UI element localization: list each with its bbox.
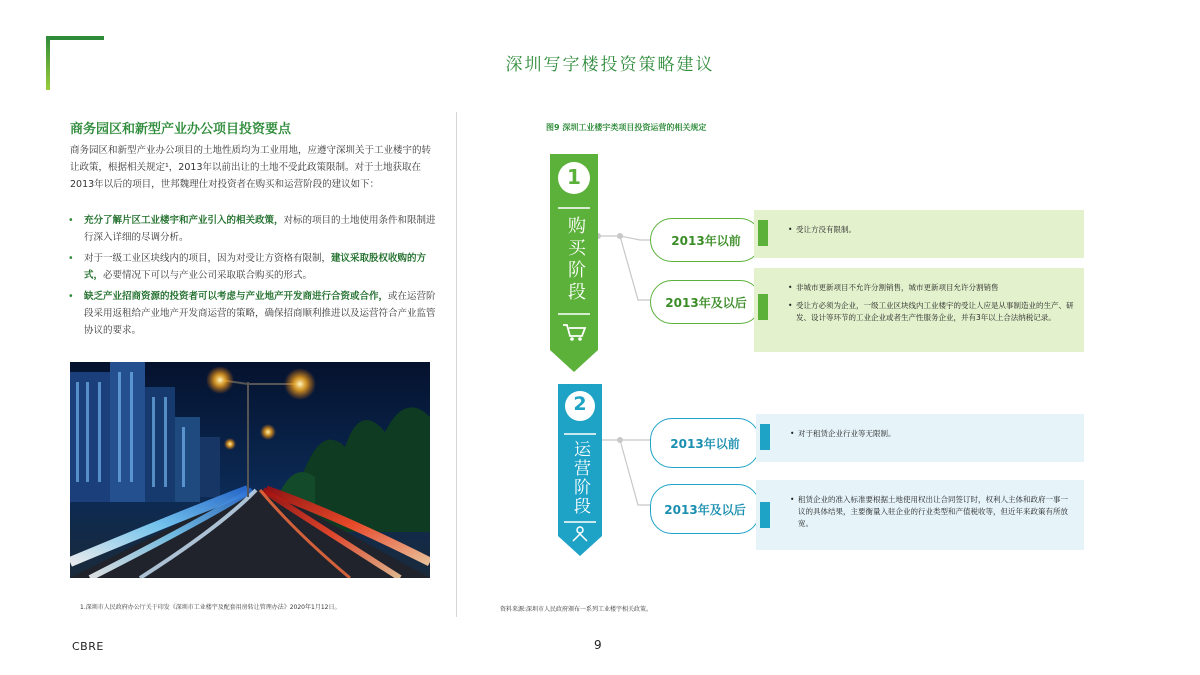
box-tab — [760, 502, 770, 528]
bullet-text: 或在运营阶段采用返租给产业地产开发商运营的策略，确保招商顺利推进以及运营符合产业监管协议的要求。 — [84, 291, 436, 336]
stage2-banner — [556, 384, 604, 558]
list-item — [66, 250, 438, 284]
stage1-number: 1 — [567, 165, 581, 189]
figure-title: 图9 深圳工业楼宇类项目投资运营的相关规定 — [546, 123, 707, 132]
box-tab — [758, 220, 768, 246]
people-network-icon — [569, 526, 591, 542]
corner-accent-horizontal — [46, 36, 104, 40]
rule-item: • 对于租赁企业行业等无限制。 — [790, 428, 1074, 440]
bullet-bold: 缺乏产业招商资源的投资者可以考虑与产业地产开发商进行合资或合作， — [84, 291, 389, 302]
rule-item: • 受让方必须为企业，一级工业区块线内工业楼宇的受让人应是从事制造业的生产、研发、设计等环节的工业企业或者生产性服务企业，并有3年以上合法纳税记录。 — [788, 300, 1074, 324]
column-divider — [456, 112, 457, 617]
brand-logo-text: CBRE — [72, 640, 104, 653]
bullet-pre: 对于一级工业区块线内的项目，因为对受让方资格有限制， — [84, 253, 332, 264]
bullet-text: 对标的项目的土地使用条件和限制进行深入详细的尽调分析。 — [84, 215, 436, 243]
bullet-bold: 建议采取股权收购的方式， — [84, 253, 427, 281]
list-item — [66, 288, 438, 339]
rule-item: • 受让方没有限制。 — [788, 224, 1074, 236]
rule-item: • 非城市更新项目不允许分割销售，城市更新项目允许分割销售 — [788, 282, 1074, 294]
page-number: 9 — [594, 638, 602, 652]
list-item — [66, 212, 438, 246]
stage1-period-before: 2013年以前 — [650, 218, 762, 262]
stage1-rule-box-after — [754, 268, 1084, 352]
box-tab — [758, 294, 768, 320]
box-tab — [760, 424, 770, 450]
stage2-rule-box-after — [756, 480, 1084, 550]
stage2-period-before: 2013年以前 — [650, 418, 760, 468]
stage2-period-after: 2013年及以后 — [650, 484, 760, 534]
shopping-cart-icon — [561, 322, 587, 342]
stage2-number: 2 — [573, 393, 587, 415]
stage1-banner — [548, 154, 600, 374]
intro-paragraph: 商务园区和新型产业办公项目的土地性质均为工业用地，应遵守深圳关于工业楼宇的转让政策，根据相关规定¹，2013年以前出让的土地不受此政策限制。对于土地获取在2013年以后的项目，世邦魏理仕对投资者在购买和运营阶段的建议如下： — [70, 145, 432, 190]
stage1-period-after: 2013年及以后 — [650, 280, 762, 324]
night-highway-photo — [70, 362, 430, 578]
section-heading: 商务园区和新型产业办公项目投资要点 — [70, 122, 292, 137]
figure-source: 资料来源:深圳市人民政府颁布一系列工业楼宇相关政策。 — [500, 606, 653, 613]
bullet-bold: 充分了解片区工业楼宇和产业引入的相关政策， — [84, 215, 284, 226]
recommendation-list — [66, 212, 438, 343]
footnote: 1.深圳市人民政府办公厅关于印发《深圳市工业楼宇及配套用房转让管理办法》2020年1月12日。 — [80, 604, 341, 611]
stage2-rule-box-before — [756, 414, 1084, 462]
stage1-rule-box-before — [754, 210, 1084, 258]
stage2-label: 运营阶段 — [570, 440, 590, 516]
page-title: 深圳写字楼投资策略建议 — [505, 55, 715, 75]
bullet-text: 必要情况下可以与产业公司采取联合购买的形式。 — [103, 270, 313, 281]
stage1-label: 购买阶段 — [565, 216, 586, 304]
rule-item: • 租赁企业的准入标准要根据土地使用权出让合同签订时，权利人主体和政府一事一议的具体结果，主要衡量入驻企业的行业类型和产值税收等，但近年来政策有所放宽。 — [790, 494, 1074, 530]
